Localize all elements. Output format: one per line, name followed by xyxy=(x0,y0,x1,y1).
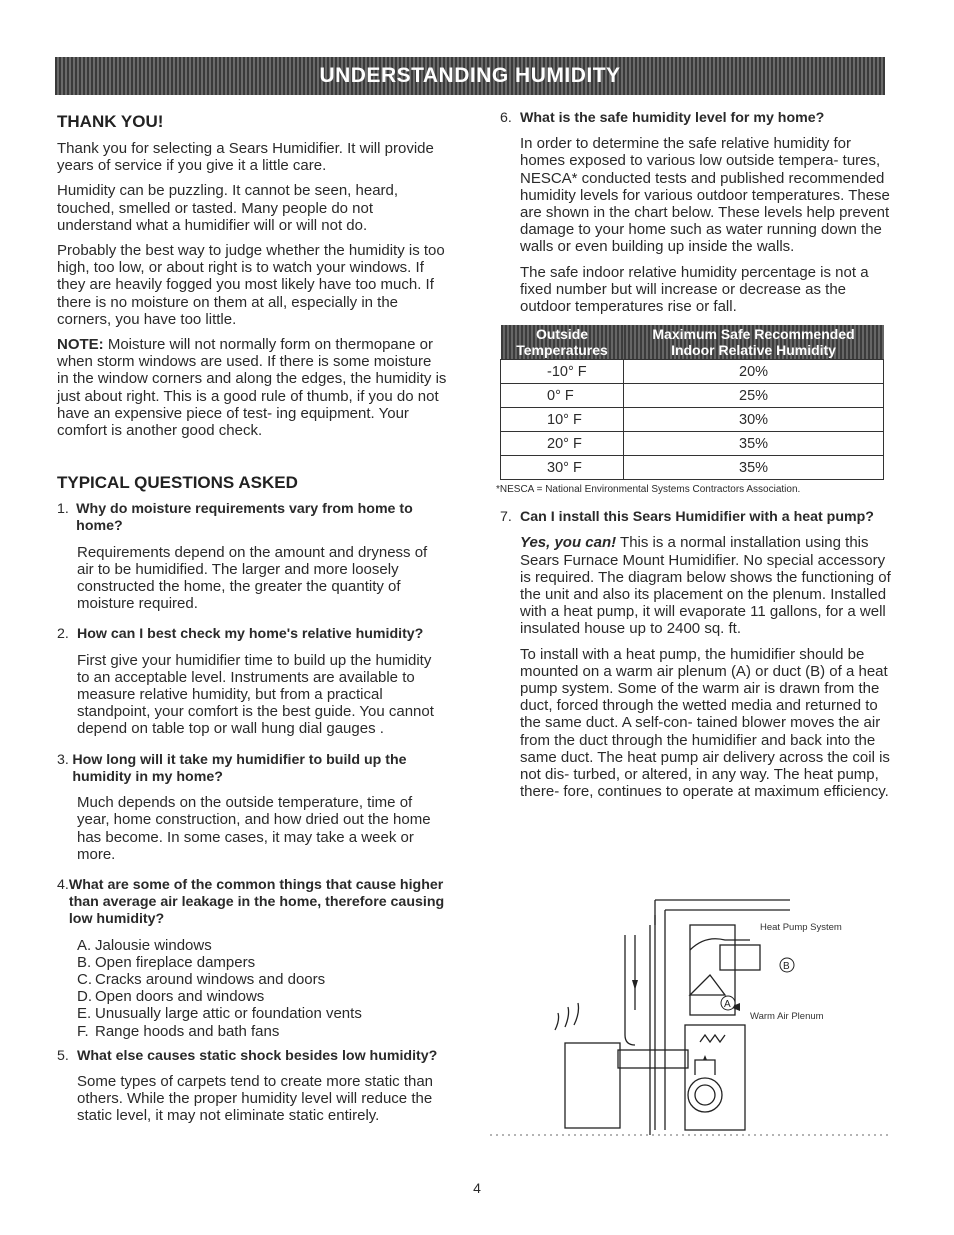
answer-3: Much depends on the outside temperature, time of year, home construction, and how dried out the home has become. In some cases, it may take a week or more. xyxy=(77,794,431,863)
table-row: 0° F 25% xyxy=(501,384,884,408)
question-number: 5. xyxy=(57,1047,69,1064)
plenum-a-label: A xyxy=(724,999,731,1010)
answer-5: Some types of carpets tend to create more static than others. While the proper humidity level will reduce the static level, it may not eliminate static entirely. xyxy=(77,1072,434,1125)
list-item: B. Open fireplace dampers xyxy=(77,953,256,971)
question-text: Why do moisture requirements vary from home to home? xyxy=(76,501,413,535)
note-label: NOTE: xyxy=(57,336,104,354)
question-number: 3. xyxy=(57,751,69,768)
question-4 xyxy=(57,877,447,929)
question-text: What else causes static shock besides low humidity? xyxy=(77,1047,438,1064)
section-banner xyxy=(55,57,885,95)
thank-you-paragraph-2: Humidity can be puzzling. It cannot be seen, heard, touched, smelled or tasted. Many people do not understand what a humidifier will or will not do. xyxy=(57,182,399,234)
question-2 xyxy=(57,626,447,643)
page-number: 4 xyxy=(473,1180,481,1196)
humidity-table xyxy=(500,325,884,480)
nesca-footnote: *NESCA = National Environmental Systems Contractors Association. xyxy=(496,484,801,496)
table-row: 10° F 30% xyxy=(501,408,884,432)
temperature-column-header: Outside Temperatures xyxy=(501,325,624,360)
heat-pump-system-label: Heat Pump System xyxy=(760,922,842,933)
thank-you-paragraph-3: Probably the best way to judge whether the humidity is too high, too low, or about right is to watch your windows. If they are heavily fogged you most likely have too much. If there is no moisture on them at all, especially in the corners, you have too little. xyxy=(57,242,445,328)
question-text: Can I install this Sears Humidifier with a heat pump? xyxy=(520,509,874,526)
question-6 xyxy=(500,110,895,127)
table-row: 20° F 35% xyxy=(501,432,884,456)
leakage-list xyxy=(77,937,447,1040)
question-number: 6. xyxy=(500,110,512,126)
duct-b-label: B xyxy=(783,961,790,972)
answer-7-paragraph-2: To install with a heat pump, the humidifier should be mounted on a warm air plenum (A) or duct (B) of a heat pump system. Some of the warm air is drawn from the duct, forced through the wetted media and returned to the same duct. A self-con- tained blower moves the air from the duct through the humidifier and back into the same duct. The heat pump air delivery across the coil is not dis- turbed, or altered, in any way. The heat pump, there- fore, continues to operate at maximum efficiency. xyxy=(520,645,890,801)
question-text: How can I best check my home's relative humidity? xyxy=(77,626,424,643)
question-text: How long will it take my humidifier to build up the humidity in my home? xyxy=(72,751,407,785)
answer-7-paragraph-1: Yes, you can! This is a normal installation using this Sears Furnace Mount Humidifier. No special accessory is required. The diagram below shows the functioning of the unit and also its placement on the plenum. Installed with a heat pump, it will evaporate 11 gallons, for a well insulated house up to 2400 sq. ft. xyxy=(520,534,891,638)
list-item: A. Jalousie windows xyxy=(77,936,212,954)
question-1 xyxy=(57,501,447,535)
thank-you-paragraph-1: Thank you for selecting a Sears Humidifier. It will provide years of service if you give it a little care. xyxy=(57,140,434,175)
question-number: 7. xyxy=(500,509,512,526)
question-text: What is the safe humidity level for my home? xyxy=(520,110,825,126)
answer-7-emphasis: Yes, you can! xyxy=(520,534,617,552)
note-paragraph xyxy=(57,336,447,439)
right-column xyxy=(496,110,895,801)
answer-2: First give your humidifier time to build up the humidity to an acceptable level. Instruments are available to measure relative humidity, but from a practical standpoint, your comfort is the best guide. You cannot depend on table top or wall hung dial gauges . xyxy=(77,651,434,738)
question-number: 4. xyxy=(57,876,69,893)
table-header-row xyxy=(501,325,884,360)
heat-pump-diagram xyxy=(490,895,890,1145)
typical-questions-heading: TYPICAL QUESTIONS ASKED xyxy=(57,473,298,493)
question-5 xyxy=(57,1048,447,1065)
question-3 xyxy=(57,752,447,786)
question-text: What are some of the common things that cause higher than average air leakage in the home, therefore causing low humidity? xyxy=(68,876,445,928)
list-item: F. Range hoods and bath fans xyxy=(77,1022,280,1040)
question-number: 1. xyxy=(57,501,69,518)
banner-title: UNDERSTANDING HUMIDITY xyxy=(319,64,621,87)
humidity-column-header: Maximum Safe Recommended Indoor Relative Humidity xyxy=(624,325,884,360)
list-item: D. Open doors and windows xyxy=(77,988,265,1006)
list-item: C. Cracks around windows and doors xyxy=(77,970,326,988)
list-item: E. Unusually large attic or foundation vents xyxy=(77,1005,362,1023)
question-7 xyxy=(500,509,895,526)
table-row: 30° F 35% xyxy=(501,456,884,480)
answer-6-paragraph-2: The safe indoor relative humidity percentage is not a fixed number but will increase or decrease as the outdoor temperatures rise or fall. xyxy=(520,263,869,316)
table-row: -10° F 20% xyxy=(501,360,884,384)
question-number: 2. xyxy=(57,626,69,643)
left-column xyxy=(57,112,447,1125)
answer-6-paragraph-1: In order to determine the safe relative humidity for homes exposed to various low outside tempera- tures, NESCA* conducted tests and published recommended humidity levels for various outdoor temperatures. These are shown in the chart below. These levels help prevent damage to your home such as water running down the walls or even building up inside the walls. xyxy=(520,135,890,256)
note-text: Moisture will not normally form on thermopane or when storm windows are used. If there is some moisture in the window corners and along the edges, the humidity is just about right. This is a good rule of thumb, if you do not have an expensive piece of test- ing equipment. Your comfort is another good check. xyxy=(57,336,447,440)
answer-1: Requirements depend on the amount and dryness of air to be humidified. The larger and more loosely constructed the home, the greater the quantity of moisture required. xyxy=(77,543,428,613)
thank-you-heading: THANK YOU! xyxy=(57,112,164,131)
warm-air-plenum-label: Warm Air Plenum xyxy=(750,1011,824,1022)
